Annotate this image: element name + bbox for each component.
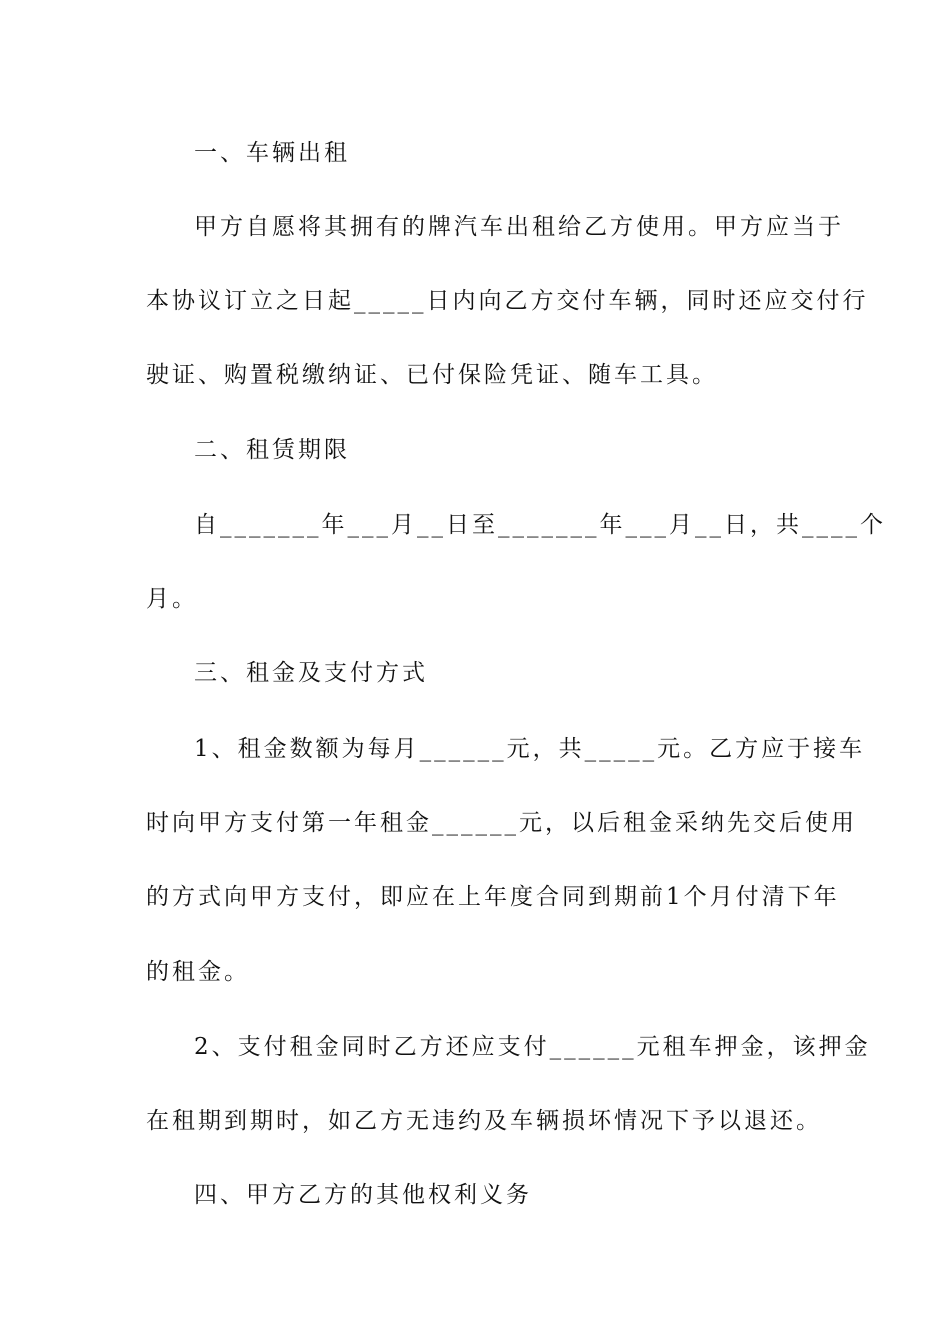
- paragraph-line: 月。: [146, 586, 198, 612]
- paragraph-line: 驶证、购置税缴纳证、已付保险凭证、随车工具。: [146, 362, 718, 388]
- paragraph-line: 自_______年___月__日至_______年___月__日，共____个: [194, 512, 886, 538]
- section-heading-other-rights: 四、甲方乙方的其他权利义务: [194, 1182, 532, 1208]
- paragraph-line: 时向甲方支付第一年租金______元，以后租金采纳先交后使用: [146, 810, 857, 836]
- paragraph-line: 在租期到期时，如乙方无违约及车辆损坏情况下予以退还。: [146, 1108, 822, 1134]
- paragraph-line: 1、租金数额为每月______元，共_____元。乙方应于接车: [194, 736, 866, 762]
- paragraph-line: 2、支付租金同时乙方还应支付______元租车押金，该押金: [194, 1034, 871, 1060]
- paragraph-line: 的方式向甲方支付，即应在上年度合同到期前1个月付清下年: [146, 884, 840, 910]
- section-heading-lease-term: 二、租赁期限: [194, 437, 350, 463]
- paragraph-line: 的租金。: [146, 959, 250, 985]
- paragraph-line: 本协议订立之日起_____日内向乙方交付车辆，同时还应交付行: [146, 288, 869, 314]
- section-heading-vehicle-rental: 一、车辆出租: [194, 140, 350, 166]
- paragraph-line: 甲方自愿将其拥有的牌汽车出租给乙方使用。甲方应当于: [194, 214, 844, 240]
- section-heading-rent-payment: 三、租金及支付方式: [194, 660, 428, 686]
